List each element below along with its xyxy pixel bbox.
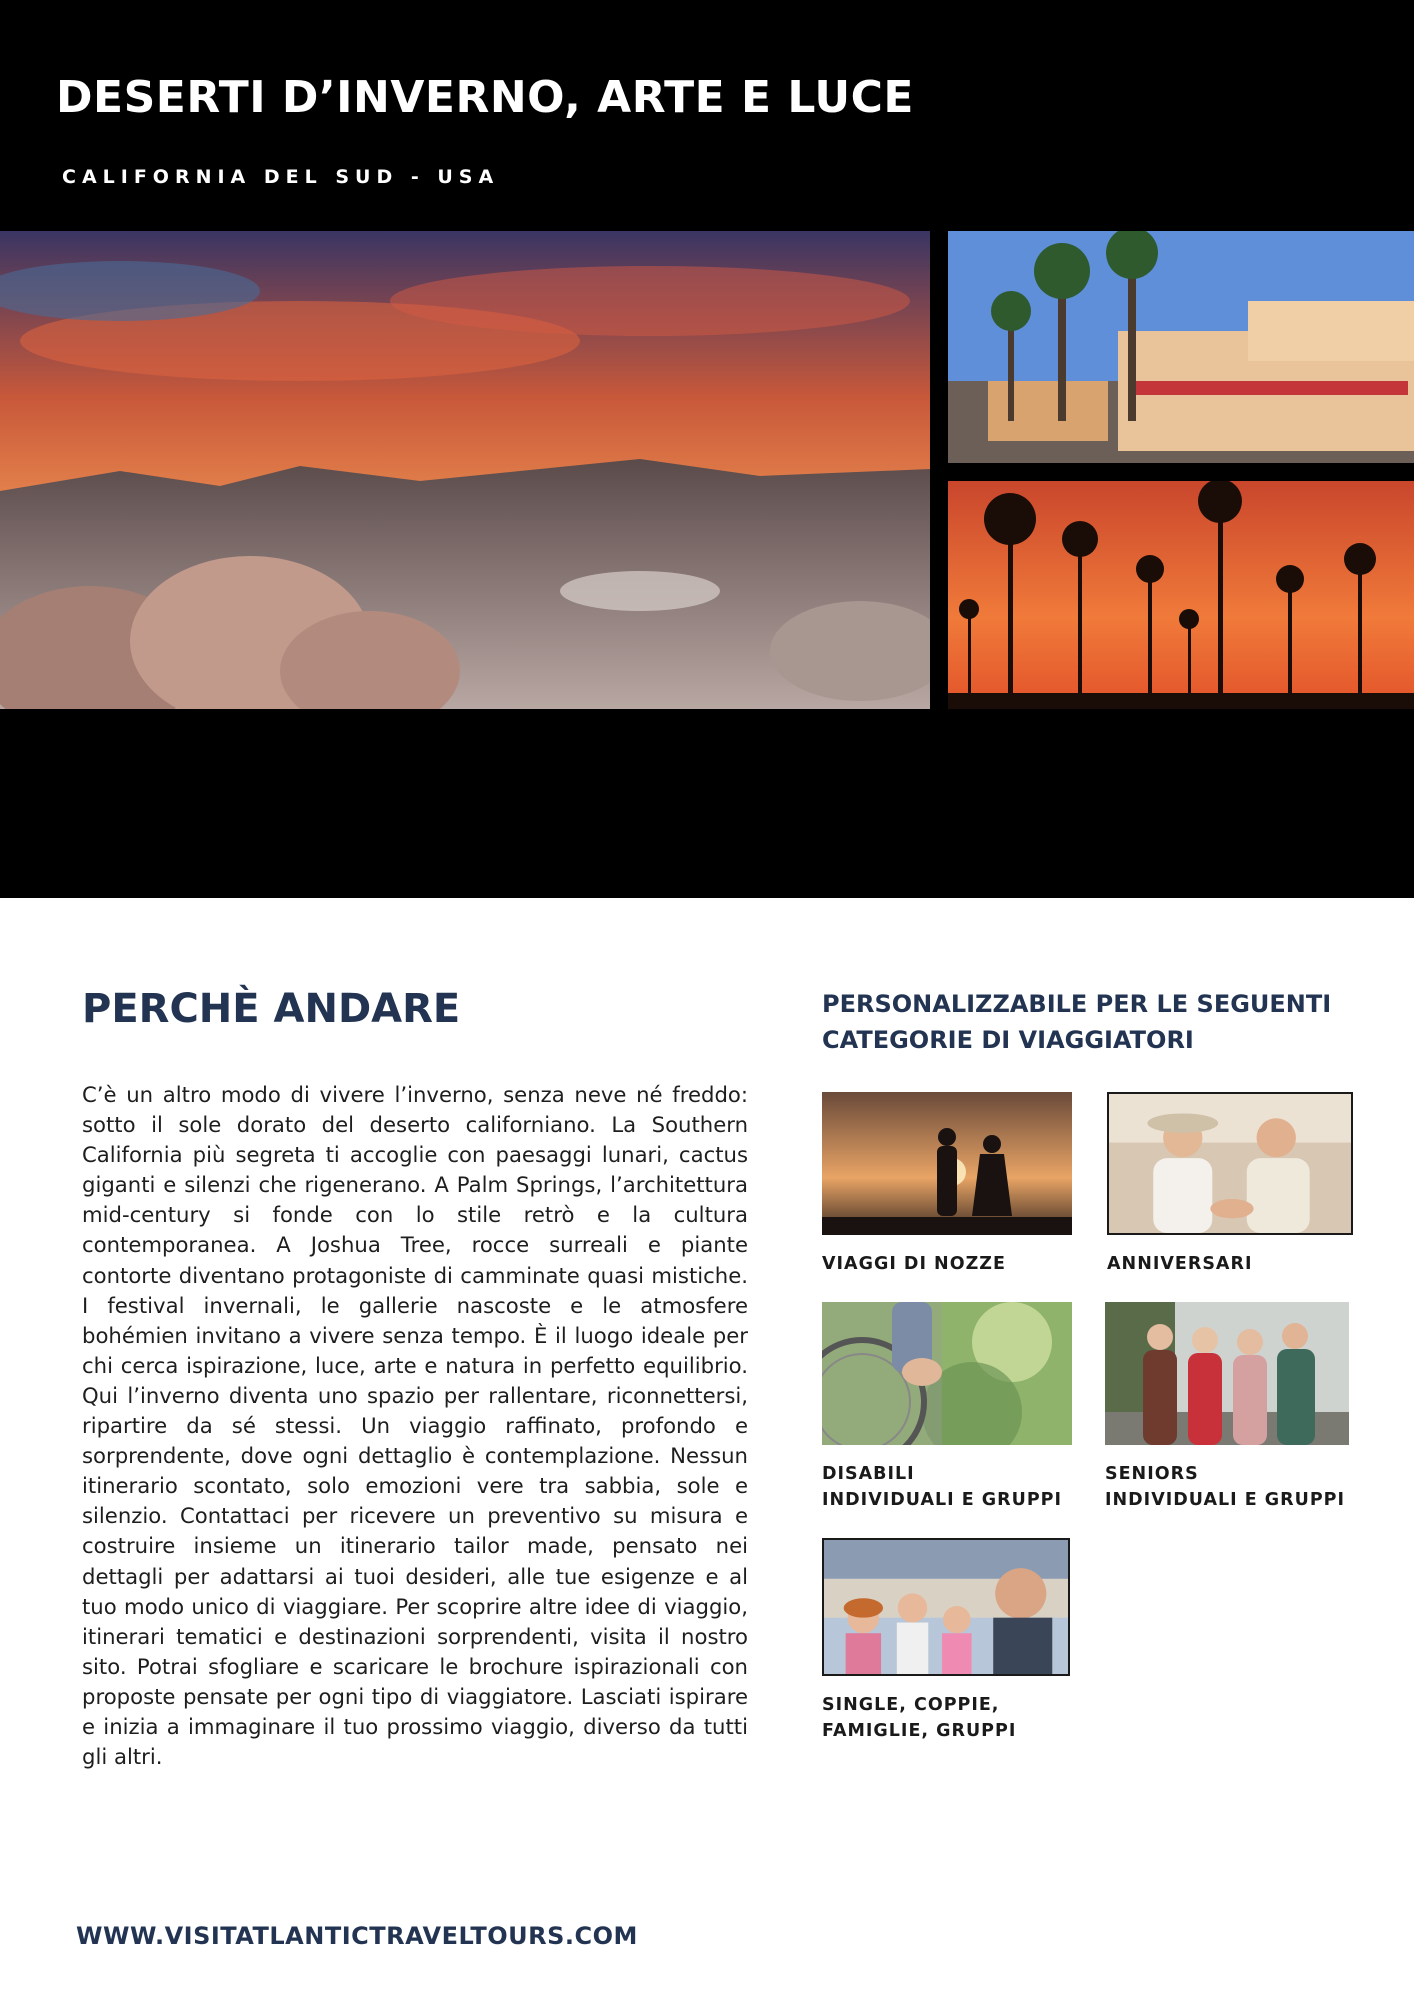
hero-banner — [0, 0, 1414, 898]
category-label-line1: ANNIVERSARI — [1107, 1254, 1253, 1274]
category-label — [822, 1461, 1072, 1513]
category-label-line1: SENIORS — [1105, 1464, 1199, 1484]
page-title: DESERTI D’INVERNO, ARTE E LUCE — [56, 72, 914, 123]
why-go-body-text: C’è un altro modo di vivere l’inverno, senza neve né freddo: sotto il sole dorato del deserto californiano. La Southern California più segreta ti accoglie con paesaggi lunari, cactus giganti e silenzi che rigenerano. A Palm Springs, l’architettura mid-century si fonde con lo stile retrò e la cultura contemporanea. A Joshua Tree, rocce surreali e piante contorte diventano protagoniste di camminate quasi mistiche. I festival invernali, le gallerie nascoste e le atmosfere bohémien invitano a vivere senza tempo. È il luogo ideale per chi cerca ispirazione, luce, arte e natura in perfetto equilibrio. Qui l’inverno diventa uno spazio per rallentare, riconnettersi, ripartire da sé stessi. Un viaggio raffinato, profondo e sorprendente, dove ogni dettaglio è contemplazione. Nessun itinerario scontato, solo emozioni vere tra sabbia, sole e silenzio. Contattaci per ricevere un preventivo su misura e costruire insieme un itinerario tailor made, pensato nei dettagli per adattarsi ai tuoi desideri, alle tue esigenze e al tuo modo unico di viaggiare. Per scoprire altre idee di viaggio, itinerari tematici e destinazioni sorprendenti, visita il nostro sito. Potrai sfogliare e scaricare le brochure ispirazionali con proposte pensate per ogni tipo di viaggiatore. Lasciati ispirare e inizia a immaginare il tuo prossimo viaggio, diverso da tutti gli altri. — [82, 1082, 748, 1770]
traveler-categories-heading — [822, 986, 1342, 1058]
category-label — [1107, 1251, 1353, 1277]
category-label — [822, 1692, 1070, 1744]
category-label — [822, 1251, 1072, 1277]
honeymoon-photo — [822, 1092, 1072, 1235]
why-go-heading: PERCHÈ ANDARE — [82, 986, 461, 1032]
category-label-line1: VIAGGI DI NOZZE — [822, 1254, 1006, 1274]
category-honeymoon — [822, 1092, 1072, 1277]
category-disabled — [822, 1302, 1072, 1513]
category-label-line2: INDIVIDUALI E GRUPPI — [822, 1490, 1063, 1510]
category-label-line2: INDIVIDUALI E GRUPPI — [1105, 1490, 1346, 1510]
desert-sunset-photo — [0, 231, 930, 709]
traveler-categories-heading-line1: PERSONALIZZABILE PER LE SEGUENTI — [822, 990, 1332, 1018]
category-label-line2: FAMIGLIE, GRUPPI — [822, 1721, 1017, 1741]
website-link[interactable]: WWW.VISITATLANTICTRAVELTOURS.COM — [76, 1922, 638, 1950]
seniors-group-photo — [1105, 1302, 1349, 1445]
category-label-line1: DISABILI — [822, 1464, 915, 1484]
traveler-categories-heading-line2: CATEGORIE DI VIAGGIATORI — [822, 1026, 1194, 1054]
palm-sunset-photo — [948, 481, 1414, 709]
palm-springs-street-photo — [948, 231, 1414, 463]
anniversary-photo — [1107, 1092, 1353, 1235]
category-families — [822, 1538, 1070, 1744]
category-seniors — [1105, 1302, 1349, 1513]
category-anniversary — [1107, 1092, 1353, 1277]
category-label — [1105, 1461, 1349, 1513]
page-subtitle: CALIFORNIA DEL SUD - USA — [62, 166, 500, 188]
family-selfie-photo — [822, 1538, 1070, 1676]
disabled-traveler-photo — [822, 1302, 1072, 1445]
category-label-line1: SINGLE, COPPIE, — [822, 1695, 1000, 1715]
